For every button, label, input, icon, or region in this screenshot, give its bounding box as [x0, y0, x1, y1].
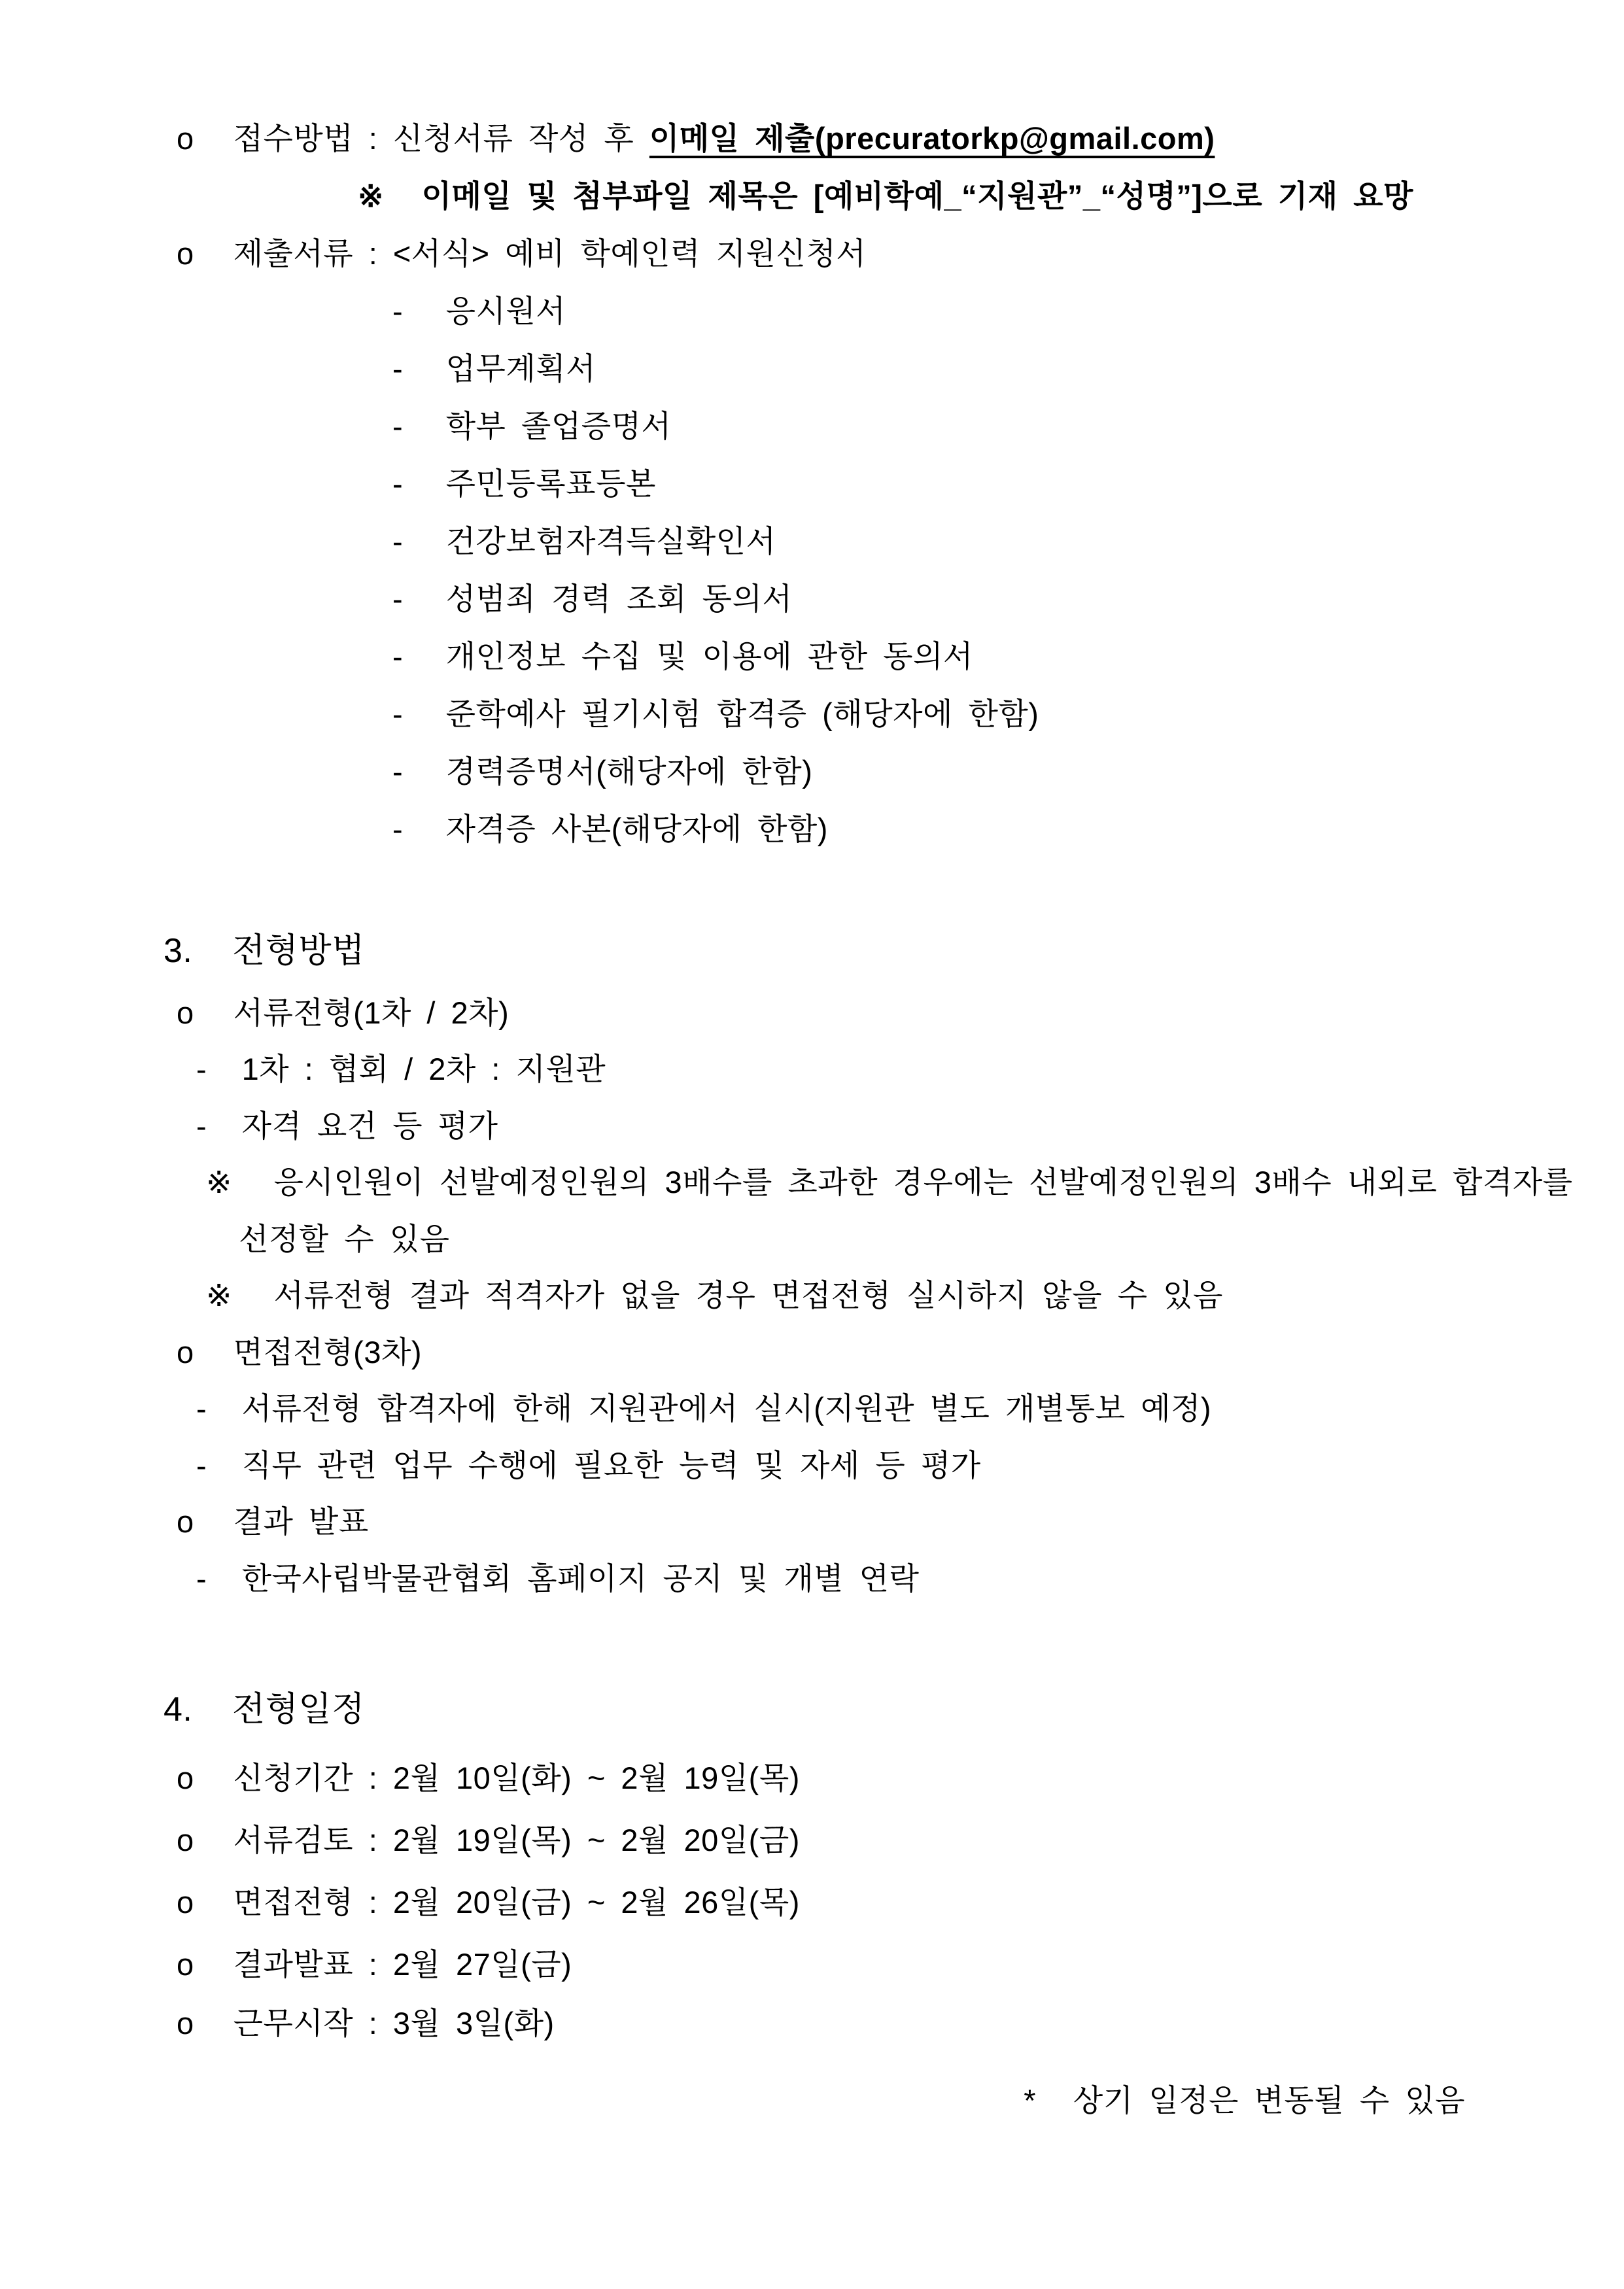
- line-marker: o: [177, 1823, 194, 1857]
- doc-item-career-cert: [392, 754, 812, 789]
- doc-item-privacy-consent: [392, 639, 973, 674]
- schedule-work-start-line: [177, 2006, 555, 2041]
- line-text: 한국사립박물관협회 홈페이지 공지 및 개별 연락: [241, 1561, 920, 1596]
- screening-stages-line: [196, 1052, 606, 1087]
- line-text: 응시인원이 선발예정인원의 3배수를 초과한 경우에는 선발예정인원의 3배수 내외로 합격자를: [273, 1165, 1573, 1199]
- line-marker: ※: [358, 179, 384, 213]
- line-text-part: 접수방법 : 신청서류 작성 후: [233, 121, 649, 156]
- doc-item-work-plan: [392, 351, 596, 387]
- interview-detail-line-1: [196, 1391, 1211, 1426]
- line-text: 업무계획서: [445, 351, 596, 386]
- line-marker: -: [392, 351, 404, 386]
- interview-line: [177, 1335, 422, 1370]
- result-announce-detail-line: [196, 1561, 919, 1596]
- email-title-note-line: [358, 179, 1413, 214]
- line-text: 준학예사 필기시험 합격증 (해당자에 한함): [445, 697, 1039, 731]
- schedule-apply-line: [177, 1761, 800, 1796]
- line-marker: *: [1024, 2083, 1037, 2118]
- line-text-part: 이메일 제출(precuratorkp@gmail.com): [649, 121, 1215, 156]
- apply-method-line: [177, 121, 1215, 156]
- line-text: 학부 졸업증명서: [445, 409, 672, 443]
- line-marker: o: [177, 995, 194, 1030]
- line-marker: -: [392, 294, 404, 328]
- result-announce-line: [177, 1504, 369, 1540]
- line-text: 서류전형 합격자에 한해 지원관에서 실시(지원관 별도 개별통보 예정): [241, 1391, 1212, 1426]
- line-text: 1차 : 협회 / 2차 : 지원관: [241, 1052, 606, 1086]
- line-text: 개인정보 수집 및 이용에 관한 동의서: [445, 639, 973, 674]
- line-marker: -: [196, 1052, 207, 1086]
- section-4-header: [164, 1691, 365, 1730]
- line-text: 응시원서: [445, 294, 566, 328]
- line-text: 서류검토 : 2월 19일(목) ~ 2월 20일(금): [233, 1823, 800, 1857]
- schedule-review-line: [177, 1823, 800, 1858]
- doc-item-curator-exam-pass: [392, 697, 1039, 732]
- line-text: 전형방법: [232, 932, 365, 970]
- line-text: 전형일정: [232, 1691, 365, 1729]
- schedule-change-note-line: [1024, 2083, 1465, 2118]
- line-text: 건강보험자격득실확인서: [445, 524, 776, 559]
- line-text: 자격 요건 등 평가: [241, 1109, 498, 1143]
- submit-docs-line: [177, 236, 866, 271]
- line-marker: o: [177, 1761, 194, 1795]
- line-text: 면접전형(3차): [233, 1335, 423, 1369]
- line-marker: o: [177, 121, 194, 156]
- line-marker: -: [196, 1109, 207, 1143]
- line-marker: o: [177, 1335, 194, 1369]
- line-text: 서류전형 결과 적격자가 없을 경우 면접전형 실시하지 않을 수 있음: [273, 1278, 1223, 1313]
- line-marker: -: [392, 754, 404, 789]
- doc-item-diploma: [392, 409, 671, 444]
- line-text: 신청기간 : 2월 10일(화) ~ 2월 19일(목): [233, 1761, 800, 1795]
- line-marker: -: [196, 1391, 207, 1426]
- line-text: 제출서류 : <서식> 예비 학예인력 지원신청서: [233, 236, 867, 271]
- doc-item-health-insurance: [392, 524, 776, 559]
- line-text: 직무 관련 업무 수행에 필요한 능력 및 자세 등 평가: [241, 1448, 981, 1483]
- line-marker: ※: [206, 1165, 232, 1199]
- line-text: 면접전형 : 2월 20일(금) ~ 2월 26일(목): [233, 1885, 800, 1919]
- line-text: 선정할 수 있음: [239, 1222, 450, 1256]
- line-marker: -: [392, 581, 404, 616]
- section-3-header: [164, 932, 365, 971]
- line-marker: -: [392, 466, 404, 501]
- line-text: 자격증 사본(해당자에 한함): [445, 812, 828, 846]
- line-marker: -: [392, 409, 404, 443]
- line-text: 근무시작 : 3월 3일(화): [233, 2006, 555, 2040]
- line-text: 결과 발표: [233, 1504, 369, 1539]
- line-marker: -: [392, 697, 404, 731]
- line-text: 성범죄 경력 조회 동의서: [445, 581, 793, 616]
- line-text: 주민등록표등본: [445, 466, 656, 501]
- line-marker: -: [196, 1448, 207, 1483]
- line-marker: -: [392, 812, 404, 846]
- line-text: 서류전형(1차 / 2차): [233, 995, 510, 1030]
- line-marker: o: [177, 236, 194, 271]
- doc-item-application: [392, 294, 566, 329]
- line-marker: -: [392, 524, 404, 559]
- line-marker: -: [392, 639, 404, 674]
- line-marker: o: [177, 2006, 194, 2040]
- line-text: 이메일 및 첨부파일 제목은 [예비학예_“지원관”_“성명”]으로 기재 요망: [421, 179, 1413, 213]
- line-marker: 4.: [164, 1691, 193, 1729]
- line-marker: ※: [206, 1278, 232, 1313]
- schedule-result-line: [177, 1947, 572, 1982]
- doc-item-license-copy: [392, 812, 828, 847]
- line-marker: 3.: [164, 932, 193, 970]
- line-marker: o: [177, 1947, 194, 1982]
- line-marker: o: [177, 1504, 194, 1539]
- triple-note-line-1: [206, 1165, 1573, 1200]
- line-text: 경력증명서(해당자에 한함): [445, 754, 813, 789]
- qualification-eval-line: [196, 1109, 498, 1144]
- doc-item-resident-register: [392, 466, 656, 502]
- line-marker: -: [196, 1561, 207, 1596]
- interview-detail-line-2: [196, 1448, 981, 1483]
- no-candidate-note-line: [206, 1278, 1223, 1313]
- line-text: 상기 일정은 변동될 수 있음: [1073, 2083, 1465, 2118]
- schedule-interview-line: [177, 1885, 800, 1920]
- line-text: 결과발표 : 2월 27일(금): [233, 1947, 572, 1982]
- doc-item-sex-crime-check: [392, 581, 792, 617]
- doc-screening-line: [177, 995, 509, 1031]
- triple-note-line-2: [239, 1222, 450, 1257]
- line-text: [233, 121, 1215, 156]
- line-marker: o: [177, 1885, 194, 1919]
